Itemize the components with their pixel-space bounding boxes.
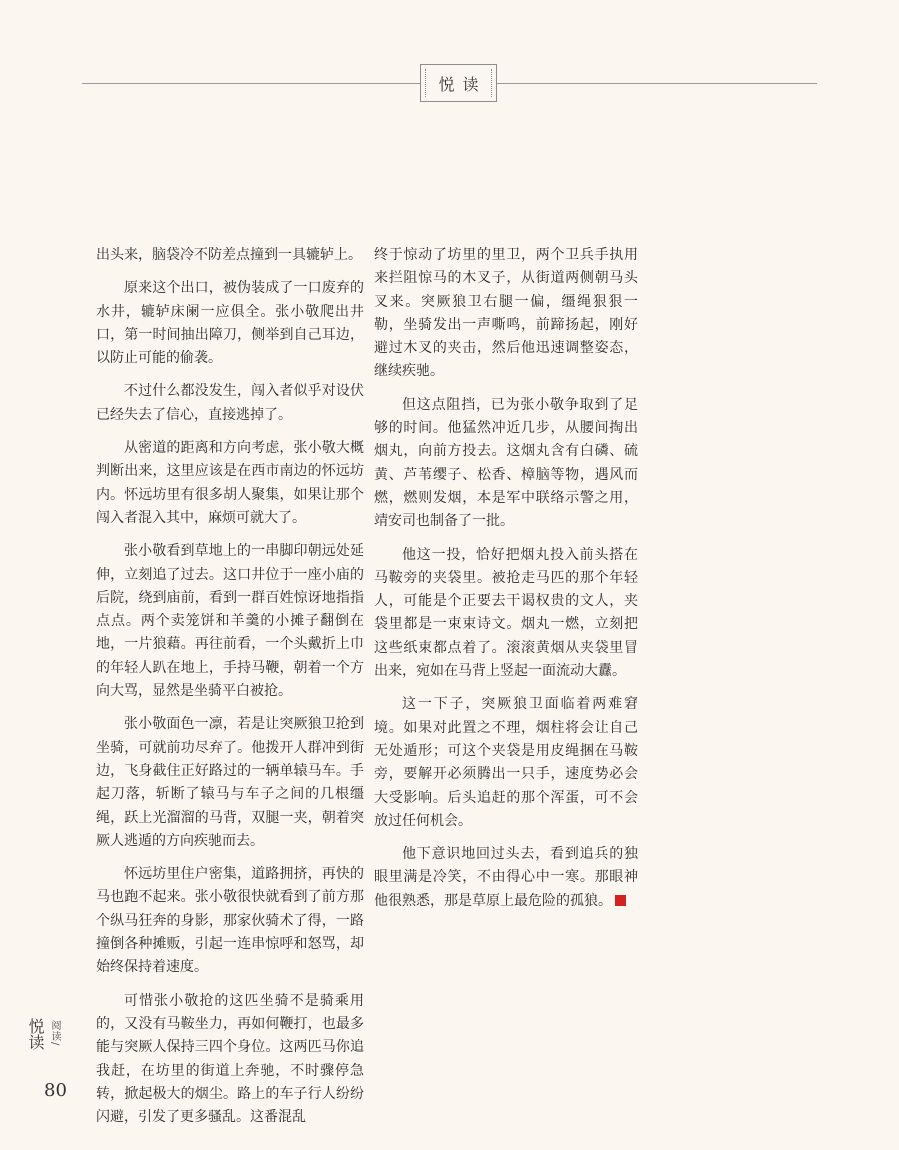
header-rule-left [82, 83, 420, 84]
paragraph: 终于惊动了坊里的里卫，两个卫兵手执用来拦阻惊马的木叉子，从街道两侧朝马头叉来。突厥狼卫右腿一偏，缰绳狠狠一勒，坐骑发出一声嘶鸣，前蹄扬起，刚好避过木叉的夹击，然后他迅速调整姿态，继续疾驰。 [374, 247, 638, 380]
paragraph: 原来这个出口，被伪装成了一口废弃的水井，辘轳床阑一应俱全。张小敬爬出井口，第一时间抽出障刀，侧举到自己耳边，以防止可能的偷袭。 [96, 280, 364, 367]
end-of-article-mark [615, 895, 626, 906]
paragraph-text: 他下意识地回过头去，看到追兵的独眼里满是冷笑，不由得心中一寒。那眼神他很熟悉，那是草原上最危险的孤狼。 [374, 846, 638, 909]
sidebar-label [28, 1020, 58, 1050]
paragraph: 张小敬看到草地上的一串脚印朝远处延伸，立刻追了过去。这口井位于一座小庙的后院，绕到庙前，看到一群百姓惊讶地指指点点。两个卖笼饼和羊羹的小摊子翻倒在地，一片狼藉。再往前看，一个头戴折上巾的年轻人趴在地上，手持马鞭，朝着一个方向大骂，显然是坐骑平白被抢。 [96, 543, 364, 700]
section-header [420, 64, 497, 102]
paragraph: 出头来，脑袋冷不防差点撞到一具辘轳上。 [96, 247, 362, 263]
section-title: 悦读 [438, 74, 487, 94]
article-column-right [374, 244, 638, 923]
page-number: 80 [44, 1080, 67, 1101]
article-column-left [96, 244, 364, 1139]
paragraph: 不过什么都没发生，闯入者似乎对设伏已经失去了信心，直接逃掉了。 [96, 383, 364, 423]
paragraph: 张小敬面色一凛，若是让突厥狼卫抢到坐骑，可就前功尽弃了。他拨开人群冲到街边，飞身截住正好路过的一辆单辕马车。手起刀落，斩断了辕马与车子之间的几根缰绳，跃上光溜溜的马背，双腿一夹，朝着突厥人逃遁的方向疾驰而去。 [96, 716, 364, 849]
paragraph: 可惜张小敬抢的这匹坐骑不是骑乘用的，又没有马鞍坐力，再如何鞭打，也最多能与突厥人保持三四个身位。这两匹马你追我赶，在坊里的街道上奔驰，不时骤停急转，掀起极大的烟尘。路上的车子行人纷纷闪避，引发了更多骚乱。这番混乱 [96, 992, 364, 1126]
sidebar-big-text: 悦读 [26, 1018, 45, 1050]
paragraph: 怀远坊里住户密集，道路拥挤，再快的马也跑不起来。张小敬很快就看到了前方那个纵马狂奔的身影，那家伙骑术了得，一路撞倒各种摊贩，引起一连串惊呼和怒骂，却始终保持着速度。 [96, 866, 364, 976]
paragraph: 他这一投，恰好把烟丸投入前头搭在马鞍旁的夹袋里。被抢走马匹的那个年轻人，可能是个正要去干谒权贵的文人，夹袋里都是一束束诗文。烟丸一燃，立刻把这些纸束都点着了。滚滚黄烟从夹袋里冒出来，宛如在马背上竖起一面流动大纛。 [374, 546, 638, 680]
sidebar-small-text: 阅读/ [49, 1020, 60, 1047]
paragraph: 但这点阻挡，已为张小敬争取到了足够的时间。他猛然冲近几步，从腰间掏出烟丸，向前方投去。这烟丸含有白磷、硫黄、芦苇缨子、松香、樟脑等物，遇风而燃，燃则发烟，本是军中联络示警之用，靖安司也制备了一批。 [374, 396, 638, 530]
paragraph: 这一下子，突厥狼卫面临着两难窘境。如果对此置之不理，烟柱将会让自己无处遁形；可这个夹袋是用皮绳捆在马鞍旁，要解开必须腾出一只手，速度势必会大受影响。后头追赶的那个浑蛋，可不会放过任何机会。 [374, 696, 638, 829]
last-paragraph [374, 843, 638, 913]
paragraph: 从密道的距离和方向考虑，张小敬大概判断出来，这里应该是在西市南边的怀远坊内。怀远坊里有很多胡人聚集，如果让那个闯入者混入其中，麻烦可就大了。 [96, 440, 364, 526]
header-rule-right [497, 83, 817, 84]
